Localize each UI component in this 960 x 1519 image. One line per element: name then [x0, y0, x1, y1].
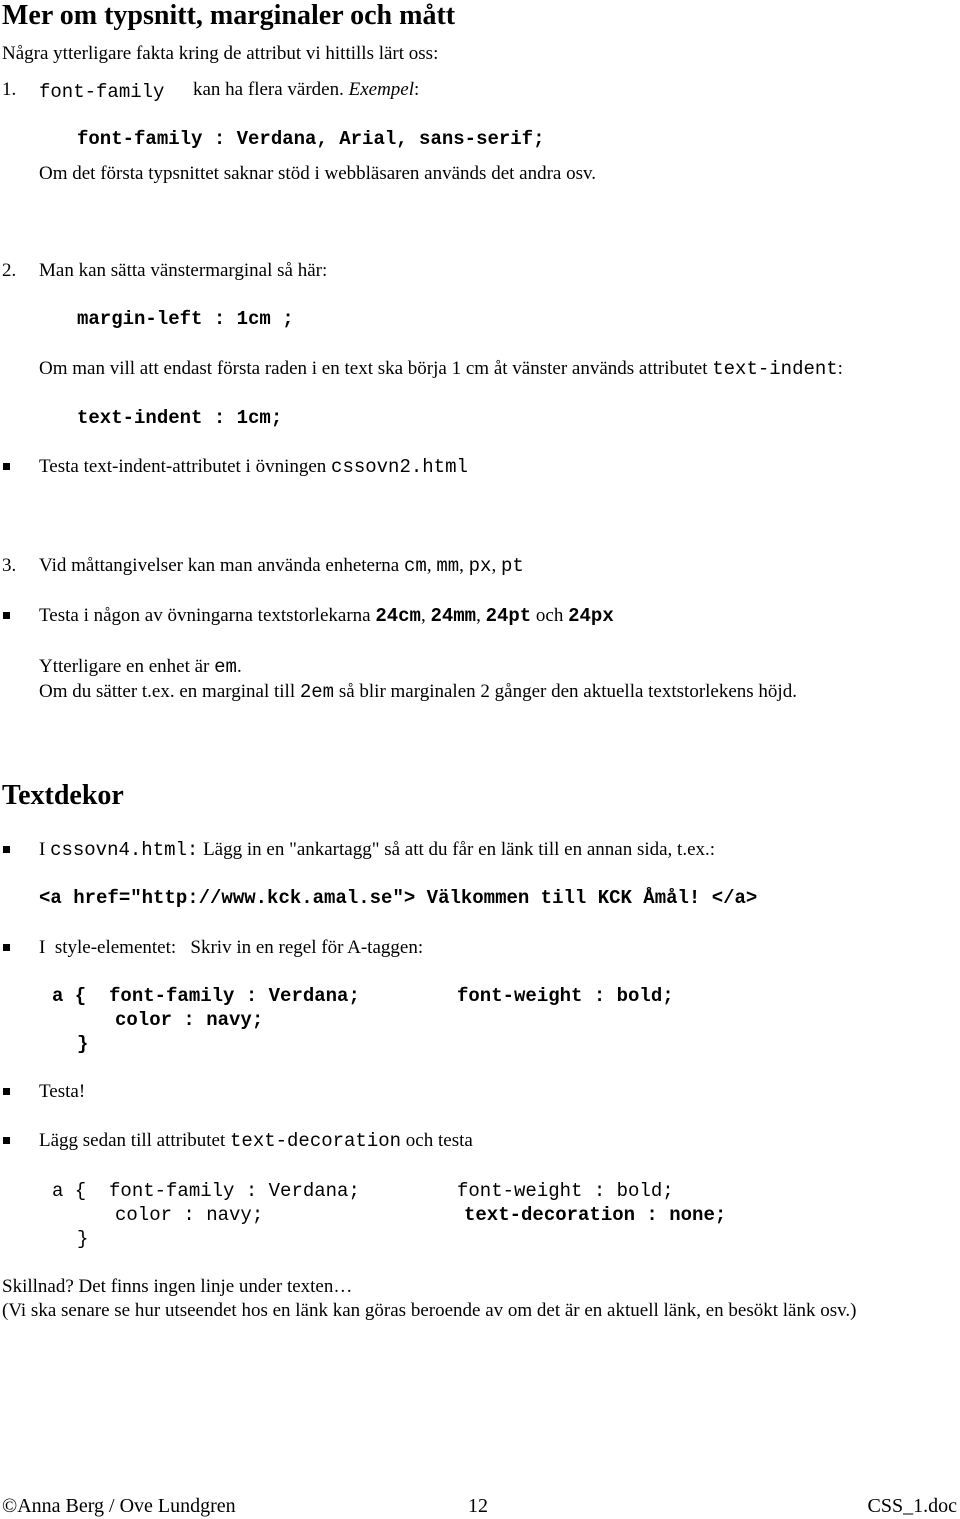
item-text: Vid måttangivelser kan man använda enheterna cm, mm, px, pt [39, 555, 524, 577]
bullet-text [39, 456, 468, 478]
footer-filename: CSS_1.doc [867, 1495, 957, 1517]
units-text: Vid måttangivelser kan man använda enheterna [39, 555, 400, 576]
bullet-square-icon [3, 846, 10, 853]
css-rule-line: font-weight : bold; [457, 1180, 674, 1202]
section-heading: Textdekor [2, 780, 124, 811]
inline-code: 2em [299, 681, 335, 703]
bullet-square-icon [3, 612, 10, 619]
bullet-text [39, 1130, 473, 1152]
note-text: (Vi ska senare se hur utseendet hos en länk kan göras beroende av om det är en aktuell länk, en besökt länk osv.) [2, 1300, 857, 1321]
css-rule-line: color : navy; [115, 1009, 264, 1031]
inline-code: cssovn2.html [331, 456, 468, 478]
css-rule-line: a { font-family : Verdana; [52, 1180, 360, 1202]
och-label: och [535, 605, 564, 626]
item-number: 3. [2, 555, 17, 576]
bullet-label: Testa i någon av övningarna textstorlekarna [39, 605, 371, 626]
unit-cm: cm [404, 555, 427, 577]
example-label: Exempel [348, 79, 415, 100]
unit-mm: mm [436, 555, 460, 577]
bullet-text: Testa! [39, 1081, 86, 1102]
item-note: Om det första typsnittet saknar stöd i webbläsaren används det andra osv. [39, 163, 597, 184]
line-text: Om man vill att endast första raden i en text ska börja 1 cm åt vänster används attributet [39, 358, 708, 379]
bullet-label: och testa [405, 1130, 473, 1151]
bullet-text: I style-elementet: Skriv in en regel för A-taggen: [39, 937, 424, 958]
css-rule-line: font-weight : bold; [457, 985, 674, 1007]
bullet-text [39, 839, 715, 861]
inline-code: text-indent [712, 358, 838, 380]
em-text-1: Om du sätter t.ex. en marginal till [39, 681, 296, 702]
bullet-label: Testa text-indent-attributet i övningen [39, 456, 327, 477]
extra-label: Ytterligare en enhet är [39, 656, 210, 677]
css-rule-line: color : navy; [115, 1204, 264, 1226]
footer-page-number: 12 [468, 1495, 488, 1517]
anchor-code-example: <a href="http://www.kck.amal.se"> Välkommen till KCK Åmål! </a> [39, 887, 758, 909]
css-rule-brace: } [77, 1228, 89, 1250]
item-number: 2. [2, 260, 17, 281]
bullet-label: I [39, 839, 46, 860]
bullet-square-icon [3, 1137, 10, 1144]
inline-code: text-decoration [230, 1130, 402, 1152]
code-example: margin-left : 1cm ; [77, 308, 294, 330]
section-heading: Mer om typsnitt, marginaler och mått [2, 0, 456, 31]
size-24pt: 24pt [485, 605, 532, 627]
unit-pt: pt [500, 555, 524, 577]
bullet-label: Lägg sedan till attributet [39, 1130, 226, 1151]
inline-code: em [214, 656, 237, 678]
bullet-text: Testa i någon av övningarna textstorlekarna 24cm, 24mm, 24pt och 24px [39, 605, 614, 627]
css-rule-line: text-decoration : none; [464, 1204, 727, 1226]
bullet-square-icon [3, 463, 10, 470]
css-rule-brace: } [77, 1033, 89, 1055]
footer-author: ©Anna Berg / Ove Lundgren [2, 1495, 236, 1517]
em-text-2: så blir marginalen 2 gånger den aktuella textstorlekens höjd. [338, 681, 797, 702]
css-rule-line: a { font-family : Verdana; [52, 985, 360, 1007]
intro-text: Några ytterligare fakta kring de attribut vi hittills lärt oss: [2, 43, 439, 64]
item-text-line [39, 358, 843, 380]
size-24cm: 24cm [375, 605, 421, 627]
item-text: Man kan sätta vänstermarginal så här: [39, 260, 328, 281]
bullet-label: Lägg in en "ankartagg" så att du får en länk till en annan sida, t.ex.: [203, 839, 716, 860]
line-colon: : [837, 358, 843, 379]
code-example: font-family : Verdana, Arial, sans-serif; [77, 128, 545, 150]
inline-code: cssovn4.html: [50, 839, 199, 861]
example-colon: : [414, 79, 420, 100]
item-text [193, 79, 419, 101]
inline-code: font-family [39, 81, 165, 103]
bullet-square-icon [3, 944, 10, 951]
size-24mm: 24mm [430, 605, 477, 627]
item-number: 1. [2, 79, 17, 100]
em-explanation [39, 681, 797, 703]
size-24px: 24px [568, 605, 614, 627]
code-example: text-indent : 1cm; [77, 407, 283, 429]
difference-text: Skillnad? Det finns ingen linje under texten… [2, 1276, 353, 1297]
unit-px: px [468, 555, 492, 577]
extra-unit-text: Ytterligare en enhet är em. [39, 656, 242, 678]
item1-text: kan ha flera värden. [193, 79, 344, 100]
bullet-square-icon [3, 1088, 10, 1095]
